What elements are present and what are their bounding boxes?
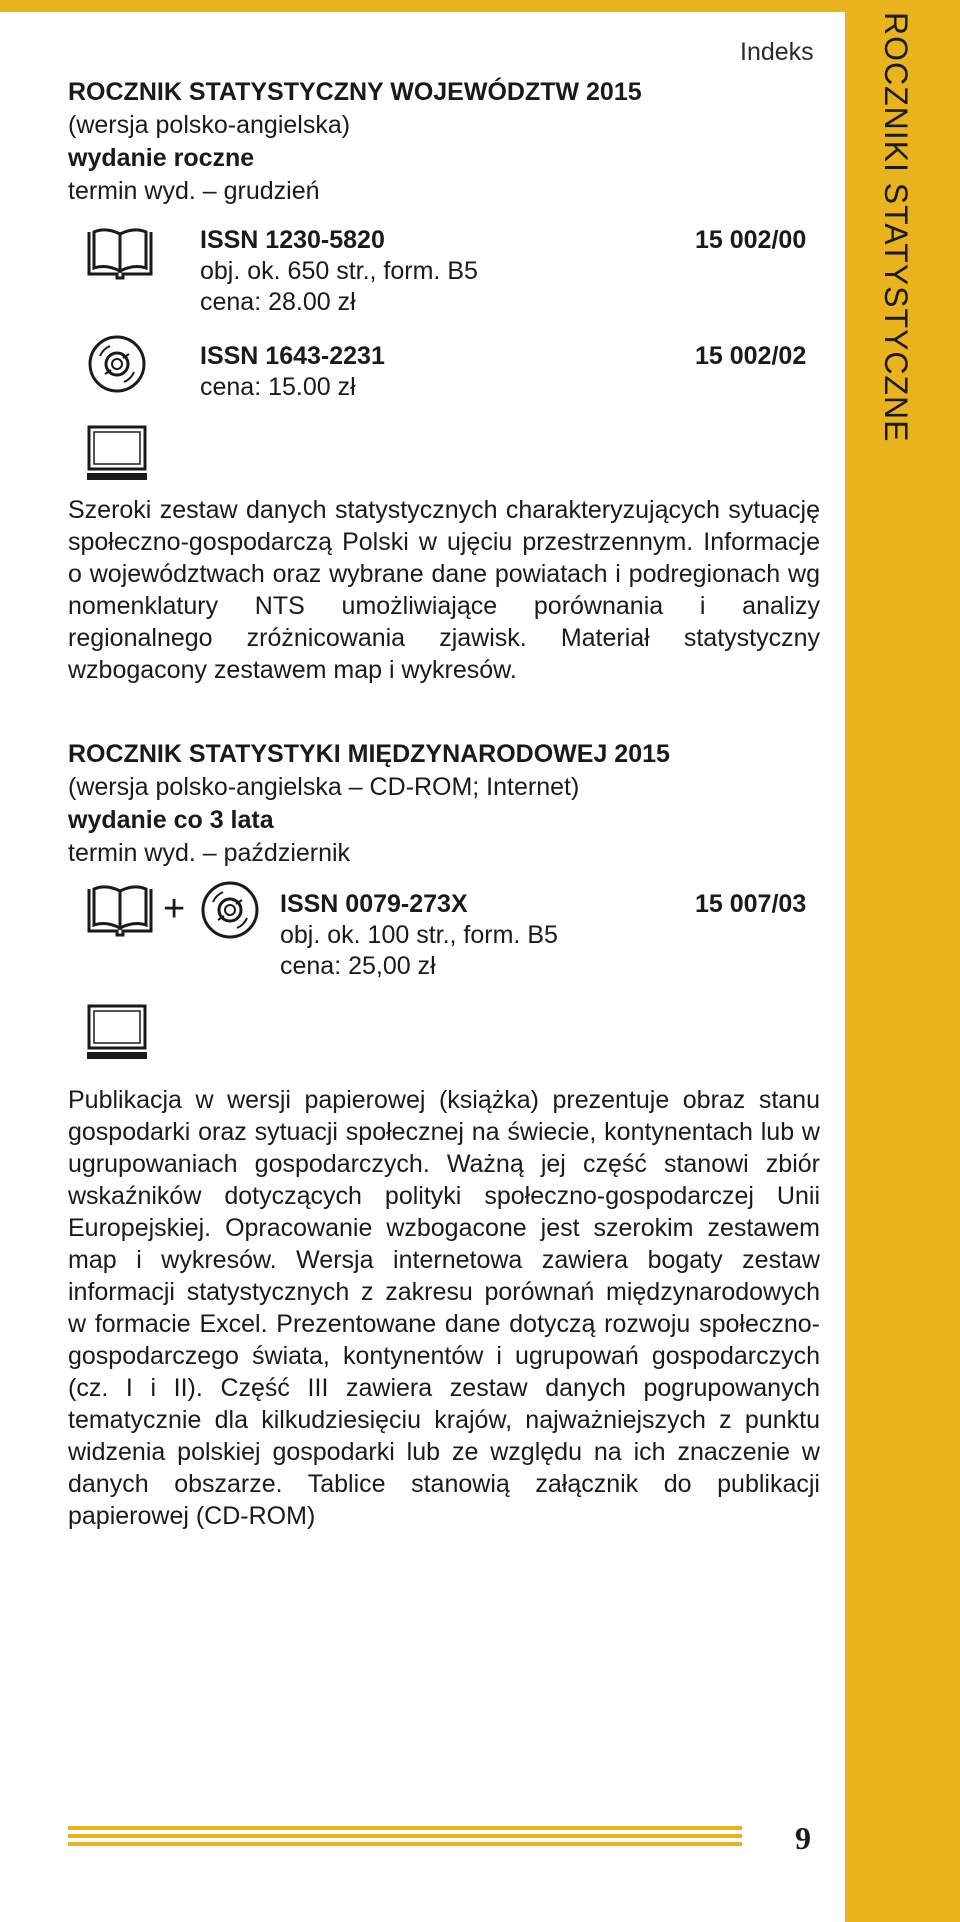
publication-1-print-issn: ISSN 1230-5820 (200, 226, 385, 254)
publication-2-version: (wersja polsko-angielska – CD-ROM; Internet) (68, 773, 580, 801)
book-icon (86, 883, 154, 939)
top-accent-bar (0, 0, 845, 12)
publication-2-description: Publikacja w wersji papierowej (książka) prezentuje obraz stanu gospodarki oraz sytuacji społecznej na świecie, kontynentach lub w ugrupowaniach gospodarczych. Ważną jej część stanowi zbiór wskaźników dotyczących polityki społeczno-gospodarczej Unii Europejskiej. Opracowanie wzbogacone jest szerokim zestawem map i wykresów. Wersja internetowa zawiera bogaty zestaw informacji statystycznych z zakresu porównań międzynarodowych w formacie Excel. Prezentowane dane dotyczą rozwoju społeczno-gospodarczego świata, kontynentów i ugrupowań gospodarczych (cz. I i II). Część III zawiera zestaw danych pogrupowanych tematycznie dla kilkudziesięciu krajów, najważniejszych z punktu widzenia polskiej gospodarki lub ze względu na ich znaczenie w danych obszarze. Tablice stanowią załącznik do publikacji papierowej (CD-ROM) (68, 1086, 820, 1530)
publication-1-deadline: termin wyd. – grudzień (68, 177, 320, 205)
publication-1-description: Szeroki zestaw danych statystycznych charakteryzujących sytuację społeczno-gospodarczą Polski w ujęciu przestrzennym. Informacje o województwach oraz wybrane dane powiatach i podregionach wg nomenklatury NTS umożliwiające porównania i analizy regionalnego zróżnicowania zjawisk. Materiał statystyczny wzbogacony zestawem map i wykresów. (68, 496, 820, 684)
monitor-icon (86, 424, 148, 482)
publication-2-title: ROCZNIK STATYSTYKI MIĘDZYNARODOWEJ 2015 (68, 740, 670, 768)
publication-1-title: ROCZNIK STATYSTYCZNY WOJEWÓDZTW 2015 (68, 78, 642, 106)
publication-2-edition: wydanie co 3 lata (68, 806, 274, 834)
publication-1-cd-price: cena: 15.00 zł (200, 373, 356, 401)
publication-1-cd-code: 15 002/02 (695, 342, 807, 370)
section-side-label: ROCZNIKI STATYSTYCZNE (878, 12, 914, 443)
publication-2-issn: ISSN 0079-273X (280, 890, 468, 918)
footer-rule (68, 1826, 742, 1850)
plus-sign: + (163, 888, 186, 930)
publication-1-version: (wersja polsko-angielska) (68, 111, 351, 139)
publication-2-code: 15 007/03 (695, 890, 807, 918)
publication-1-print-details: obj. ok. 650 str., form. B5 (200, 257, 478, 285)
cd-rom-icon (200, 880, 260, 940)
publication-2-price: cena: 25,00 zł (280, 952, 436, 980)
publication-1-cd-issn: ISSN 1643-2231 (200, 342, 385, 370)
publication-1-edition: wydanie roczne (68, 144, 255, 172)
book-icon (86, 226, 154, 282)
publication-1-print-price: cena: 28.00 zł (200, 288, 356, 316)
publication-2-details: obj. ok. 100 str., form. B5 (280, 921, 558, 949)
page-number: 9 (795, 1820, 811, 1856)
publication-1-print-code: 15 002/00 (695, 226, 807, 254)
monitor-icon (86, 1003, 148, 1061)
running-head: Indeks (740, 38, 814, 66)
publication-2-deadline: termin wyd. – październik (68, 839, 351, 867)
cd-rom-icon (87, 334, 147, 394)
publication-2-header (68, 738, 818, 870)
publication-1-header (68, 76, 818, 208)
